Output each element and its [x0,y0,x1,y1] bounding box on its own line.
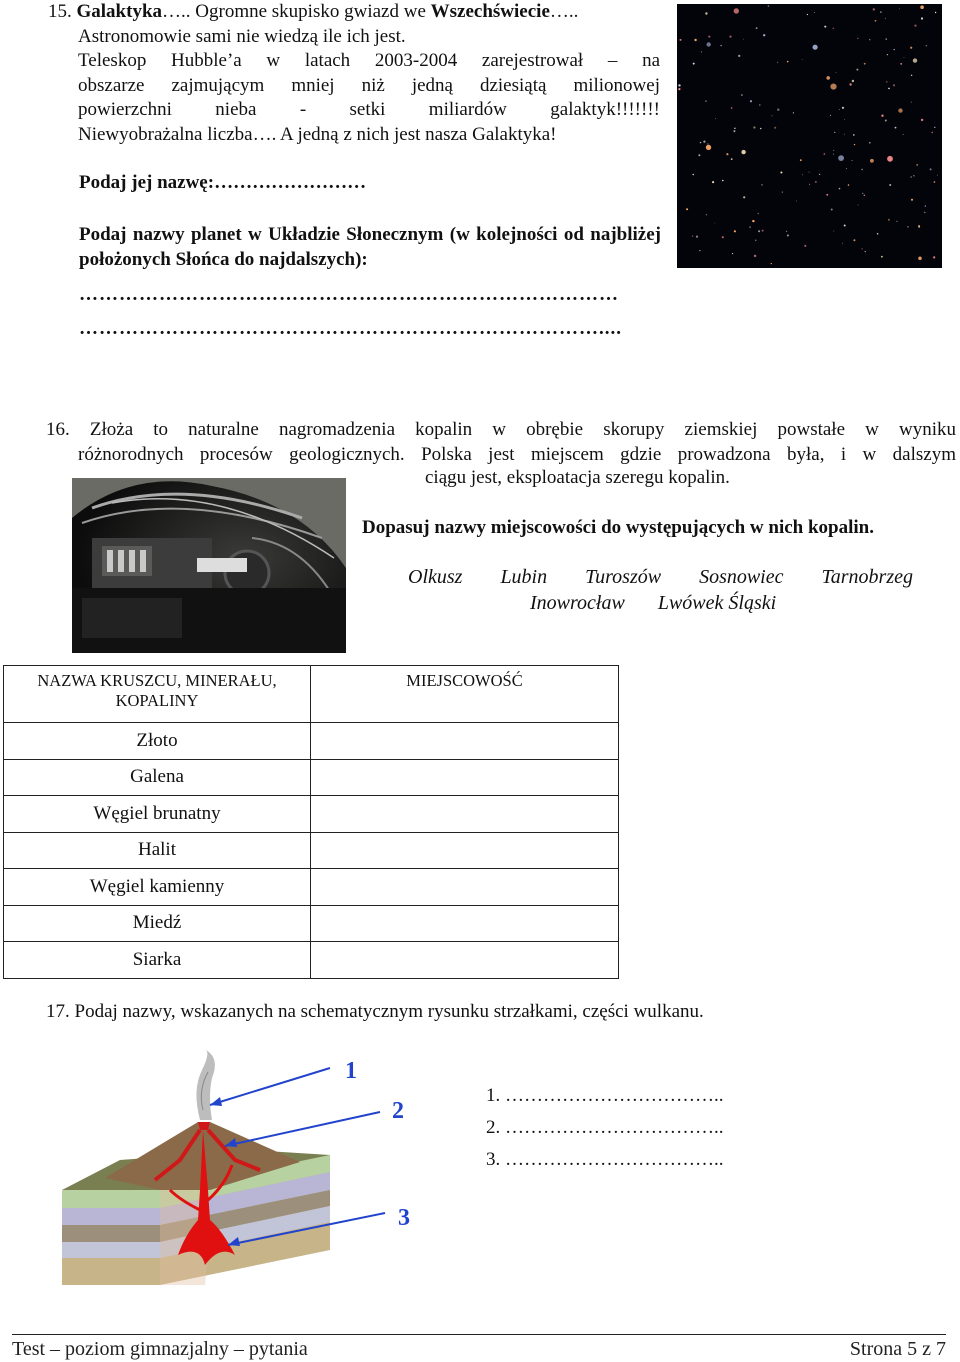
galaxy-dot [888,219,890,221]
footer-page-prefix: Strona [849,1338,908,1360]
galaxy-dot [771,115,772,116]
galaxy-dot [777,62,778,63]
galaxy-dot [833,28,834,29]
table-row [4,723,619,760]
galaxy-dot [722,180,724,182]
place-option: Olkusz [408,566,463,588]
galaxy-dot [926,45,927,46]
galaxy-dot [869,142,871,144]
mine-tunnel-svg [72,478,346,653]
galaxy-dot [754,255,756,257]
galaxy-dot [729,36,731,38]
place-option: Lubin [500,566,548,588]
q16-task: Dopasuj nazwy miejscowości do występujących w nich kopalin. [362,517,874,538]
mine-tunnel-image [72,478,346,653]
place-answer-cell[interactable] [311,905,619,942]
galaxy-dot [934,181,936,183]
galaxy-dot [885,120,887,122]
galaxy-dot [933,256,935,258]
galaxy-dot [833,150,834,151]
galaxy-dot [705,100,707,102]
galaxy-dot [786,231,787,232]
galaxy-dot [913,58,917,62]
galaxy-dot [749,226,751,228]
galaxy-dot [755,240,756,241]
galaxy-dot [707,42,711,46]
galaxy-dot [875,20,877,22]
galaxy-dot [699,250,700,251]
place-option: Inowrocław [530,592,625,614]
galaxy-dot [734,230,736,232]
galaxy-dot [856,69,858,71]
place-option: Turoszów [585,566,662,588]
galaxy-dot [686,208,688,210]
galaxy-dot [833,231,834,232]
q16-places-row-1 [408,566,913,589]
galaxy-dot [834,132,835,133]
galaxy-dot [842,243,843,244]
mineral-cell: Galena [4,759,311,796]
q15-paragraph [48,0,660,25]
place-option: Sosnowiec [699,566,784,588]
galaxy-dot [830,84,836,90]
table-row [4,869,619,906]
galaxy-dot [916,164,918,166]
galaxy-dot [925,205,926,206]
galaxy-dot [771,263,772,264]
q15-lines [48,25,660,148]
question-17 [46,1001,704,1023]
q17-answer-1[interactable]: 1. …………………………….. [486,1085,724,1106]
q17-answer-lines [486,1080,724,1176]
galaxy-dot [826,194,828,196]
galaxy-dot [750,100,752,102]
q15-answer-line-1[interactable]: ……………………………………………………………………… [79,284,619,305]
galaxy-dot [888,88,890,90]
galaxy-dot [861,248,862,249]
galaxy-dot [692,235,693,236]
q17-answer-3[interactable]: 3. …………………………….. [486,1149,724,1170]
galaxy-dot [761,184,762,185]
galaxy-dot [848,184,850,186]
q16-line-1-text: Złoża to naturalne nagromadzenia kopalin w obrębie skorupy ziemskiej powstałe w wyniku [89,419,956,440]
galaxy-dot [864,63,866,65]
place-answer-cell[interactable] [311,723,619,760]
galaxy-dot [782,192,783,193]
table-header-place: MIEJSCOWOŚĆ [311,666,619,723]
galaxy-dot [842,107,844,109]
galaxy-dot [898,108,902,112]
galaxy-dot [895,127,897,129]
galaxy-dot [852,80,854,82]
galaxy-dot [793,112,794,113]
galaxy-dot [731,107,733,109]
galaxy-dot [907,226,909,228]
galaxy-dot [844,134,845,135]
galaxy-dot [758,230,760,232]
galaxy-dot [910,47,912,49]
galaxy-dot [809,172,810,173]
q15-line: Astronomowie sami nie wiedzą ile ich jest. [78,25,406,47]
galaxy-dot [864,195,865,196]
galaxy-dot [900,63,902,65]
volcano-diagram [60,1050,460,1305]
mineral-cell: Węgiel kamienny [4,869,311,906]
table-row [4,905,619,942]
galaxy-dot [853,239,855,241]
footer-page-number [850,1338,946,1361]
galaxy-dot [918,257,922,261]
galaxy-dot [911,75,912,76]
q15-ask-planets: Podaj nazwy planet w Układzie Słonecznym (w kolejności od najbliżej położonych Słońca do najdalszych): [79,224,661,270]
arrow-label-1: 1 [345,1058,357,1084]
galaxy-dot [800,159,802,161]
galaxy-dot [706,145,711,150]
galaxy-dot [852,160,853,161]
galaxy-dot [743,196,745,198]
hubble-deep-field-image [677,4,942,268]
galaxy-dot [921,17,923,19]
galaxy-dot [692,174,694,176]
galaxy-dot [680,39,682,41]
galaxy-dot [777,109,779,111]
q17-answer-2[interactable]: 2. …………………………….. [486,1117,724,1138]
galaxy-dot [826,76,830,80]
place-answer-cell[interactable] [311,869,619,906]
table-row [4,796,619,833]
mineral-cell: Węgiel brunatny [4,796,311,833]
galaxy-dot [911,199,913,201]
galaxy-dot [814,12,815,13]
q15-ask-name [79,172,366,194]
question-15 [48,0,660,147]
galaxy-dot [885,18,886,19]
galaxy-dot [698,154,700,156]
q15-intro: ….. Ogromne skupisko gwiazd we [162,1,431,22]
galaxy-dot [802,59,803,60]
q15-intro-end: ….. [549,1,579,22]
galaxy-dot [877,233,879,235]
galaxy-dot [758,213,759,214]
galaxy-dot [722,236,724,238]
table-header-row [4,666,619,723]
footer-page-mid: z [917,1338,936,1360]
galaxy-dot [714,223,715,224]
galaxy-dot [831,209,833,211]
galaxy-dot [844,225,846,227]
galaxy-dot [762,230,764,232]
galaxy-dot [700,142,701,143]
galaxy-dot [774,127,776,129]
q15-title: Galaktyka [76,1,163,22]
galaxy-dot [857,38,858,39]
galaxy-dot [924,212,925,213]
galaxy-dot [819,174,820,175]
galaxy-dot [694,39,696,41]
mineral-cell: Halit [4,832,311,869]
footer-divider [12,1334,946,1335]
q15-number: 15. [48,1,72,22]
q15-answer-line-2[interactable]: …………………………………………………………………….... [79,318,622,339]
q15-line: powierzchni nieba - setki miliardów galaktyk!!!!!!! [78,99,660,120]
galaxy-dot [787,235,789,237]
galaxy-dot [734,8,739,13]
galaxy-dot [932,132,933,133]
galaxy-dot [896,221,897,222]
arrow-label-2: 2 [392,1098,404,1124]
galaxy-dot [839,109,840,110]
galaxy-dot [844,119,845,120]
galaxy-dot [887,156,893,162]
table-header-mineral: NAZWA KRUSZCU, MINERAŁU, KOPALINY [4,666,311,723]
galaxy-dot [934,127,935,128]
mineral-cell: Miedź [4,905,311,942]
galaxy-dot [833,154,834,155]
galaxy-dot [732,253,733,254]
galaxy-dot [937,175,938,176]
galaxy-dot [738,55,740,57]
galaxy-dot [824,26,826,28]
place-answer-cell[interactable] [311,796,619,833]
galaxy-dot [881,115,883,117]
galaxy-dot [836,72,837,73]
galaxy-dot [824,153,826,155]
galaxy-dot [707,143,708,144]
galaxy-dot [865,251,866,252]
galaxy-dot [753,126,755,128]
galaxy-dot [802,174,803,175]
galaxy-dot [701,51,702,52]
galaxy-dot [920,5,924,9]
galaxy-dot [720,45,721,46]
galaxy-dot [796,201,797,202]
galaxy-dot [706,214,707,215]
galaxy-field-svg [677,4,942,268]
arrow-label-3: 3 [398,1205,410,1231]
galaxy-dot [708,36,710,38]
galaxy-dot [893,84,895,86]
galaxy-dot [815,181,817,183]
galaxy-dot [904,57,905,58]
q16-line-1 [46,417,956,442]
galaxy-dot [734,128,735,129]
footer-title: Test – poziom gimnazjalny – pytania [12,1338,308,1360]
galaxy-dot [914,25,916,27]
galaxy-dot [741,150,745,154]
galaxy-dot [705,12,707,14]
place-answer-cell[interactable] [311,759,619,796]
galaxy-dot [743,39,744,40]
galaxy-dot [903,134,904,135]
galaxy-dot [678,88,680,90]
q17-number: 17. [46,1001,70,1022]
q15-line: Teleskop Hubble’a w latach 2003-2004 zarejestrował – na [78,50,660,71]
mineral-cell: Złoto [4,723,311,760]
galaxy-dot [894,49,895,50]
q15-bold-word: Wszechświecie [430,1,550,22]
galaxy-dot [862,193,863,194]
galaxy-dot [854,144,855,145]
mineral-cell: Siarka [4,942,311,979]
q15-ask-name-blank[interactable]: …………………… [214,172,367,193]
table-row [4,832,619,869]
galaxy-dot [768,5,769,6]
galaxy-dot [813,45,818,50]
galaxy-dot [830,115,831,116]
galaxy-dot [759,104,760,105]
galaxy-dot [887,54,888,55]
galaxy-dot [712,181,714,183]
table-row [4,759,619,796]
galaxy-dot [752,220,754,222]
galaxy-dot [886,81,887,82]
galaxy-dot [780,172,782,174]
galaxy-dot [693,63,695,65]
footer-page-current: 5 [907,1338,918,1360]
galaxy-dot [787,61,789,63]
galaxy-dot [889,184,891,186]
galaxy-dot [756,27,758,29]
galaxy-dot [741,94,743,96]
volcano-svg [60,1050,460,1305]
place-answer-cell[interactable] [311,942,619,979]
galaxy-dot [846,168,847,169]
galaxy-dot [696,236,698,238]
galaxy-dot [703,141,705,143]
galaxy-dot [715,118,716,119]
table-row [4,942,619,979]
galaxy-dot [853,134,855,136]
galaxy-dot [911,176,912,177]
place-option: Lwówek Śląski [657,592,777,614]
galaxy-dot [678,84,680,86]
galaxy-dot [930,168,932,170]
galaxy-dot [858,205,859,206]
galaxy-dot [935,12,936,13]
galaxy-dot [807,14,808,15]
ore-matching-table [3,665,619,979]
q16-line-3: ciągu jest, eksploatacja szeregu kopalin. [425,467,730,488]
question-16 [46,417,956,467]
galaxy-dot [760,128,762,130]
galaxy-dot [870,159,874,163]
place-answer-cell[interactable] [311,832,619,869]
galaxy-dot [886,38,887,39]
galaxy-dot [911,102,912,103]
galaxy-dot [733,130,735,132]
galaxy-dot [919,227,920,228]
galaxy-dot [861,169,862,170]
galaxy-dot [804,245,806,247]
galaxy-dot [838,155,844,161]
galaxy-dot [873,8,875,10]
footer-page-total: 7 [936,1338,946,1360]
q16-number: 16. [46,419,70,440]
q15-line: obszarze zajmującym mniej niż jedną dziesiątą milionowej [78,74,660,96]
q17-text: Podaj nazwy, wskazanych na schematycznym rysunku strzałkami, części wulkanu. [74,1001,704,1022]
galaxy-dot [881,256,883,258]
galaxy-dot [913,175,914,176]
q15-line: Niewyobrażalna liczba…. A jedną z nich jest nasza Galaktyka! [78,123,557,145]
galaxy-dot [839,188,841,190]
galaxy-dot [921,119,923,121]
galaxy-dot [763,34,765,36]
galaxy-dot [726,153,728,155]
galaxy-dot [809,184,810,185]
galaxy-dot [880,11,882,13]
place-option: Tarnobrzeg [821,566,913,588]
q16-places-row-2 [530,592,776,615]
q15-ask-name-label: Podaj jej nazwę: [79,172,215,193]
galaxy-dot [869,39,870,40]
q16-line-2: różnorodnych procesów geologicznych. Polska jest miejscem gdzie prowadzona była, i w dalszym [78,444,956,465]
galaxy-dot [899,8,900,9]
galaxy-dot [849,83,851,85]
galaxy-dot [731,158,733,160]
